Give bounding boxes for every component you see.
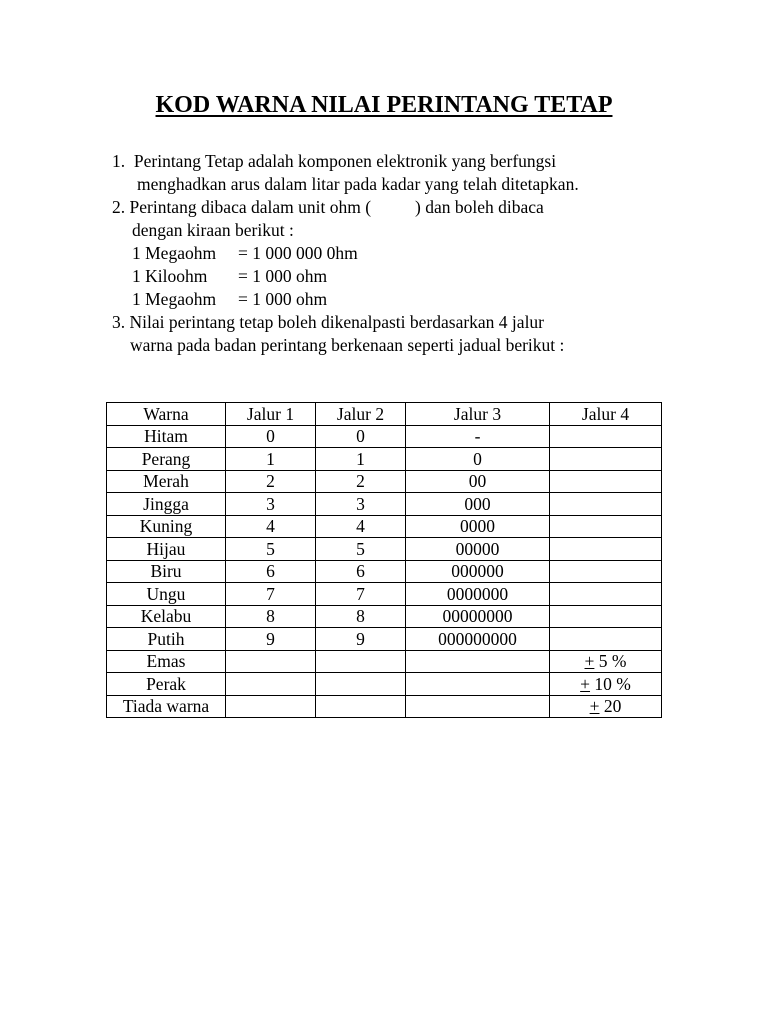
table-cell [406,673,550,696]
color-name-cell: Emas [107,650,226,673]
table-cell [550,515,662,538]
color-name-cell: Tiada warna [107,695,226,718]
color-name-cell: Merah [107,470,226,493]
column-header: Warna [107,403,226,426]
table-cell: 000000000 [406,628,550,651]
table-cell: 0000 [406,515,550,538]
table-cell: 2 [316,470,406,493]
table-cell: 8 [316,605,406,628]
table-cell: + 5 % [550,650,662,673]
table-cell: - [406,425,550,448]
intro-text [112,150,712,357]
table-row [107,583,662,606]
color-name-cell: Biru [107,560,226,583]
table-row [107,605,662,628]
table-cell: 0 [316,425,406,448]
table-cell [550,605,662,628]
table-cell [550,538,662,561]
conversion-row: 1 Kiloohm = 1 000 ohm [132,266,328,286]
table-cell: 4 [316,515,406,538]
point-1-line-2: menghadkan arus dalam litar pada kadar yang telah ditetapkan. [137,174,579,194]
plus-minus-sign: + [580,673,591,694]
color-name-cell: Putih [107,628,226,651]
table-cell: 2 [226,470,316,493]
color-name-cell: Kuning [107,515,226,538]
table-row [107,538,662,561]
plus-minus-sign: + [584,651,595,672]
conversion-row: 1 Megaohm = 1 000 ohm [132,289,328,309]
table-row [107,695,662,718]
color-name-cell: Hijau [107,538,226,561]
table-cell: 000 [406,493,550,516]
table-cell: 8 [226,605,316,628]
table-cell: 7 [316,583,406,606]
color-name-cell: Perang [107,448,226,471]
table-cell [316,673,406,696]
table-cell: 9 [316,628,406,651]
column-header: Jalur 2 [316,403,406,426]
table-row [107,650,662,673]
color-name-cell: Hitam [107,425,226,448]
table-cell: 5 [316,538,406,561]
table-cell: 0 [226,425,316,448]
point-2-line-1: 2. Perintang dibaca dalam unit ohm ( ) dan boleh dibaca [112,197,544,217]
table-cell: + 10 % [550,673,662,696]
table-cell [550,470,662,493]
table-cell [550,448,662,471]
table-row [107,448,662,471]
table-row [107,560,662,583]
table-row [107,425,662,448]
table-cell: 3 [226,493,316,516]
color-name-cell: Ungu [107,583,226,606]
table-cell [226,650,316,673]
table-row [107,470,662,493]
table-cell [406,695,550,718]
point-3-line-2: warna pada badan perintang berkenaan seperti jadual berikut : [130,335,565,355]
column-header: Jalur 1 [226,403,316,426]
table-cell: 7 [226,583,316,606]
color-name-cell: Jingga [107,493,226,516]
table-row [107,515,662,538]
table-cell [550,583,662,606]
table-cell: + 20 [550,695,662,718]
table-cell [226,673,316,696]
plus-minus-sign: + [589,696,600,717]
table-cell [316,695,406,718]
table-row [107,673,662,696]
table-cell: 3 [316,493,406,516]
table-cell: 00000 [406,538,550,561]
color-name-cell: Perak [107,673,226,696]
table-cell: 00000000 [406,605,550,628]
table-cell: 1 [316,448,406,471]
color-name-cell: Kelabu [107,605,226,628]
table-cell: 6 [226,560,316,583]
page-title: KOD WARNA NILAI PERINTANG TETAP [155,92,613,118]
table-row [107,628,662,651]
table-body [107,425,662,718]
table-cell: 0000000 [406,583,550,606]
table-cell: 9 [226,628,316,651]
table-cell [550,560,662,583]
column-header: Jalur 3 [406,403,550,426]
conversion-row: 1 Megaohm = 1 000 000 0hm [132,243,358,263]
color-code-table [106,402,662,718]
point-1-line-1: 1. Perintang Tetap adalah komponen elektronik yang berfungsi [112,151,557,171]
table-cell [550,493,662,516]
table-cell: 00 [406,470,550,493]
table-cell [406,650,550,673]
table-header-row [107,403,662,426]
point-3-line-1: 3. Nilai perintang tetap boleh dikenalpasti berdasarkan 4 jalur [112,312,545,332]
column-header: Jalur 4 [550,403,662,426]
table-row [107,493,662,516]
table-cell: 1 [226,448,316,471]
point-2-line-2: dengan kiraan berikut : [132,220,294,240]
table-cell: 6 [316,560,406,583]
table-cell [226,695,316,718]
table-cell: 4 [226,515,316,538]
table-cell [550,628,662,651]
table-cell [550,425,662,448]
table-cell [316,650,406,673]
table-cell: 5 [226,538,316,561]
table-cell: 000000 [406,560,550,583]
table-cell: 0 [406,448,550,471]
